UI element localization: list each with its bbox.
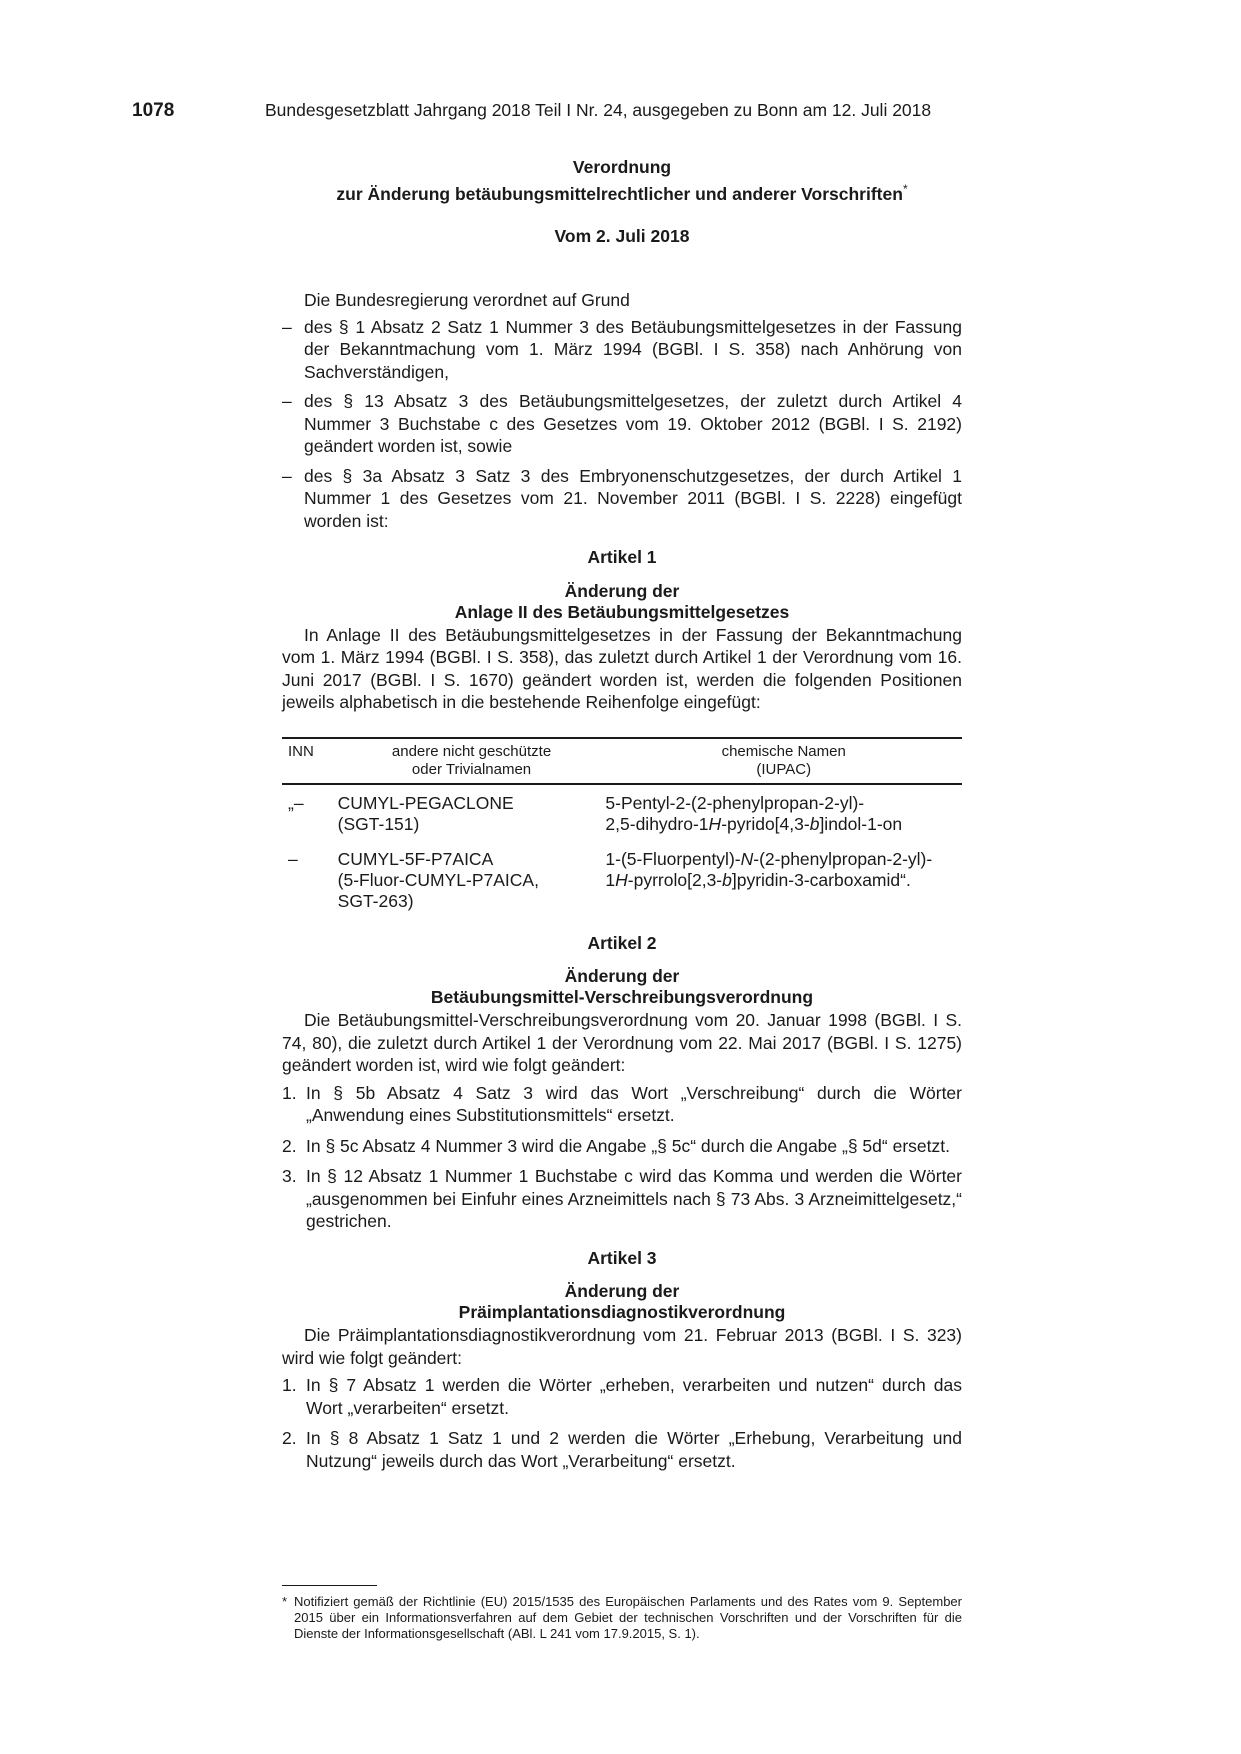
preamble-intro: Die Bundesregierung verordnet auf Grund: [304, 290, 630, 311]
footnote-text: Notifiziert gemäß der Richtlinie (EU) 2015/1535 des Europäischen Parlaments und des Rates vom 9. September 2015 über ein Informationsverfahren auf dem Gebiet der technischen Vorschriften und der Vorschriften für die Dienste der Informationsgesellschaft (ABl. L 241 vom 17.9.2015, S. 1).: [294, 1594, 962, 1641]
list-item: [282, 1165, 962, 1233]
page-number: 1078: [132, 100, 175, 121]
ordinance-title-line1: Verordnung: [572, 157, 672, 177]
item-number: 2.: [282, 1428, 297, 1449]
footnote-reference[interactable]: *: [902, 182, 908, 196]
article-3-sub-line1: Änderung der: [564, 1281, 680, 1302]
list-item-text: des § 13 Absatz 3 des Betäubungsmittelgesetzes, der zuletzt durch Artikel 4 Nummer 3 Buchstabe c des Gesetzes vom 19. Oktober 2012 (BGBl. I S. 2192) geändert worden ist, sowie: [304, 391, 962, 457]
item-number: 1.: [282, 1375, 297, 1396]
item-number: 1.: [282, 1082, 297, 1103]
dash-marker: –: [282, 465, 292, 486]
footnote-marker: *: [282, 1594, 288, 1609]
ordinance-title-line2: [282, 178, 962, 205]
list-item: [282, 390, 962, 458]
article-3-list: [282, 1374, 962, 1472]
cell-trivial-name: CUMYL-PEGACLONE (SGT-151): [337, 792, 514, 834]
article-1-subheading: [282, 581, 962, 623]
list-item: [282, 1427, 962, 1472]
list-item: [282, 1374, 962, 1419]
running-header: Bundesgesetzblatt Jahrgang 2018 Teil I Nr. 24, ausgegeben zu Bonn am 12. Juli 2018: [265, 100, 932, 120]
article-1-heading: Artikel 1: [587, 547, 657, 568]
article-2-sub-line1: Änderung der: [564, 966, 680, 987]
dash-marker: –: [282, 316, 292, 337]
article-3-sub-line2: Präimplantationsdiagnostikverordnung: [458, 1302, 786, 1323]
list-item-text: In § 5c Absatz 4 Nummer 3 wird die Angabe „§ 5c“ durch die Angabe „§ 5d“ ersetzt.: [306, 1135, 950, 1156]
table-row: [282, 784, 962, 841]
list-item: [282, 1082, 962, 1127]
preamble-list: [282, 316, 962, 533]
substance-table: [282, 737, 962, 918]
article-3-subheading: [282, 1281, 962, 1323]
article-1-body: In Anlage II des Betäubungsmittelgesetzes in der Fassung der Bekanntmachung vom 1. März 1994 (BGBl. I S. 358), das zuletzt durch Artikel 1 der Verordnung vom 16. Juni 2017 (BGBl. I S. 1670) geändert worden ist, werden die folgenden Positionen jeweils alphabetisch in die bestehende Reihenfolge eingefügt:: [282, 624, 962, 713]
ordinance-date: Vom 2. Juli 2018: [554, 225, 690, 246]
document-body: [282, 156, 962, 1480]
list-item-text: des § 3a Absatz 3 Satz 3 des Embryonenschutzgesetzes, der durch Artikel 1 Nummer 1 des Gesetzes vom 21. November 2011 (BGBl. I S. 2228) eingefügt worden ist:: [304, 465, 962, 531]
item-number: 3.: [282, 1166, 297, 1187]
cell-inn: –: [288, 848, 298, 869]
title-text: zur Änderung betäubungsmittelrechtlicher und anderer Vorschriften: [336, 183, 903, 204]
list-item: [282, 465, 962, 533]
article-2-list: [282, 1082, 962, 1233]
list-item-text: des § 1 Absatz 2 Satz 1 Nummer 3 des Betäubungsmittelgesetzes in der Fassung der Bekanntmachung vom 1. März 1994 (BGBl. I S. 358) nach Anhörung von Sachverständigen,: [304, 316, 962, 382]
table-header-names: andere nicht geschützte oder Trivialnamen: [338, 738, 606, 784]
list-item-text: In § 12 Absatz 1 Nummer 1 Buchstabe c wird das Komma und werden die Wörter „ausgenommen bei Einfuhr eines Arzneimittels nach § 73 Abs. 3 Arzneimittelgesetz,“ gestrichen.: [306, 1166, 962, 1232]
table-row: [282, 841, 962, 918]
list-item: [282, 316, 962, 384]
cell-chemical-name: 5-Pentyl-2-(2-phenylpropan-2-yl)- 2,5-dihydro-1H-pyrido[4,3-b]indol-1-on: [605, 792, 903, 834]
footnote: [282, 1594, 962, 1642]
cell-chemical-name: 1-(5-Fluorpentyl)-N-(2-phenylpropan-2-yl)- 1H-pyrrolo[2,3-b]pyridin-3-carboxamid“.: [605, 848, 933, 890]
list-item-text: In § 8 Absatz 1 Satz 1 und 2 werden die Wörter „Erhebung, Verarbeitung und Nutzung“ jeweils durch das Wort „Verarbeitung“ ersetzt.: [306, 1428, 962, 1471]
cell-inn: „–: [288, 792, 304, 813]
cell-trivial-name: CUMYL-5F-P7AICA (5-Fluor-CUMYL-P7AICA, SGT-263): [337, 848, 539, 911]
article-3-body: Die Präimplantationsdiagnostikverordnung vom 21. Februar 2013 (BGBl. I S. 323) wird wie folgt geändert:: [282, 1325, 962, 1368]
article-2-heading: Artikel 2: [587, 932, 657, 953]
list-item: [282, 1135, 962, 1158]
item-number: 2.: [282, 1135, 297, 1156]
article-3-heading: Artikel 3: [587, 1247, 657, 1268]
list-item-text: In § 7 Absatz 1 werden die Wörter „erheben, verarbeiten und nutzen“ durch das Wort „verarbeiten“ ersetzt.: [306, 1375, 962, 1418]
footnote-divider: [282, 1585, 377, 1586]
article-2-body: Die Betäubungsmittel-Verschreibungsverordnung vom 20. Januar 1998 (BGBl. I S. 74, 80), die zuletzt durch Artikel 1 der Verordnung vom 22. Mai 2017 (BGBl. I S. 1275) geändert worden ist, wird wie folgt geändert:: [282, 1010, 962, 1076]
table-header-chemical: chemische Namen (IUPAC): [605, 738, 962, 784]
list-item-text: In § 5b Absatz 4 Satz 3 wird das Wort „Verschreibung“ durch die Wörter „Anwendung eines Substitutionsmittels“ ersetzt.: [306, 1082, 962, 1126]
article-2-subheading: [282, 966, 962, 1008]
article-2-sub-line2: Betäubungsmittel-Verschreibungsverordnung: [430, 987, 814, 1008]
article-1-sub-line2: Anlage II des Betäubungsmittelgesetzes: [454, 601, 790, 622]
article-1-sub-line1: Änderung der: [564, 580, 680, 601]
dash-marker: –: [282, 391, 292, 412]
table-header-inn: INN: [282, 738, 338, 784]
